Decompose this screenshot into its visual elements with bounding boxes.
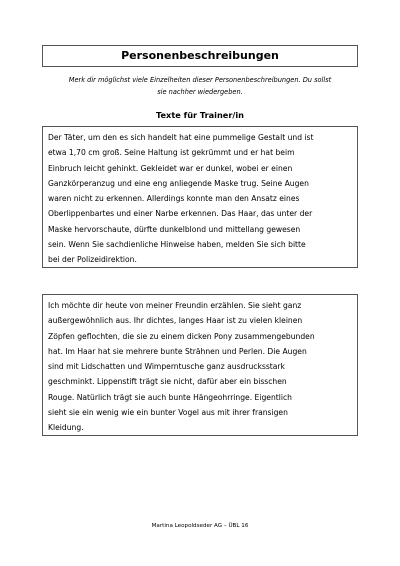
paragraph-line: Ganzkörperanzug und eine eng anliegende Maske trug. Seine Augen: [48, 178, 309, 188]
paragraph-line: waren nicht zu erkennen. Allerdings konnte man den Ansatz eines: [48, 194, 300, 204]
description-box-2: [42, 294, 358, 436]
paragraph-line: Kleidung.: [48, 423, 84, 433]
page-title: Personenbeschreibungen: [121, 49, 279, 62]
paragraph-line: sieht sie ein wenig wie ein bunter Vogel aus mit ihrer fransigen: [48, 408, 288, 418]
description-paragraph: [48, 130, 352, 268]
paragraph-line: Maske hervorschaute, dürfte dunkelblond und mittellang gewesen: [48, 224, 301, 234]
paragraph-line: Rouge. Natürlich trägt sie auch bunte Hängeohrringe. Eigentlich: [48, 392, 292, 402]
section-subtitle: Texte für Trainer/in: [155, 110, 245, 120]
page-title-box: [42, 45, 358, 67]
description-box-1: [42, 126, 358, 268]
instruction-line: Merk dir möglichst viele Einzelheiten dieser Personenbeschreibungen. Du sollst: [68, 76, 332, 84]
description-paragraph: [48, 298, 352, 436]
page-footer: Martina Leopoldseder AG – ÜBL 16: [151, 523, 249, 529]
paragraph-line: sind mit Lidschatten und Wimperntusche ganz ausdrucksstark: [48, 362, 285, 372]
paragraph-line: außergewöhnlich aus. Ihr dichtes, langes Haar ist zu vielen kleinen: [48, 316, 303, 326]
paragraph-line: hat. Im Haar hat sie mehrere bunte Strähnen und Perlen. Die Augen: [48, 346, 307, 356]
paragraph-line: Oberlippenbartes und einer Narbe erkennen. Das Haar, das unter der: [48, 209, 313, 219]
instruction-line: sie nachher wiedergeben.: [157, 88, 243, 96]
paragraph-line: Zöpfen geflochten, die sie zu einem dicken Pony zusammengebunden: [48, 331, 315, 341]
paragraph-line: Der Täter, um den es sich handelt hat eine pummelige Gestalt und ist: [48, 133, 314, 142]
paragraph-line: Ich möchte dir heute von meiner Freundin erzählen. Sie sieht ganz: [48, 301, 302, 310]
paragraph-line: sein. Wenn Sie sachdienliche Hinweise haben, melden Sie sich bitte: [48, 240, 306, 250]
paragraph-line: etwa 1,70 cm groß. Seine Haltung ist gekrümmt und er hat beim: [48, 148, 295, 158]
paragraph-line: bei der Polizeidirektion.: [48, 255, 137, 265]
paragraph-line: Einbruch leicht gehinkt. Gekleidet war er dunkel, wobei er einen: [48, 163, 293, 173]
paragraph-line: geschminkt. Lippenstift trägt sie nicht, dafür aber ein bisschen: [48, 377, 287, 387]
instruction-text: [48, 74, 352, 98]
